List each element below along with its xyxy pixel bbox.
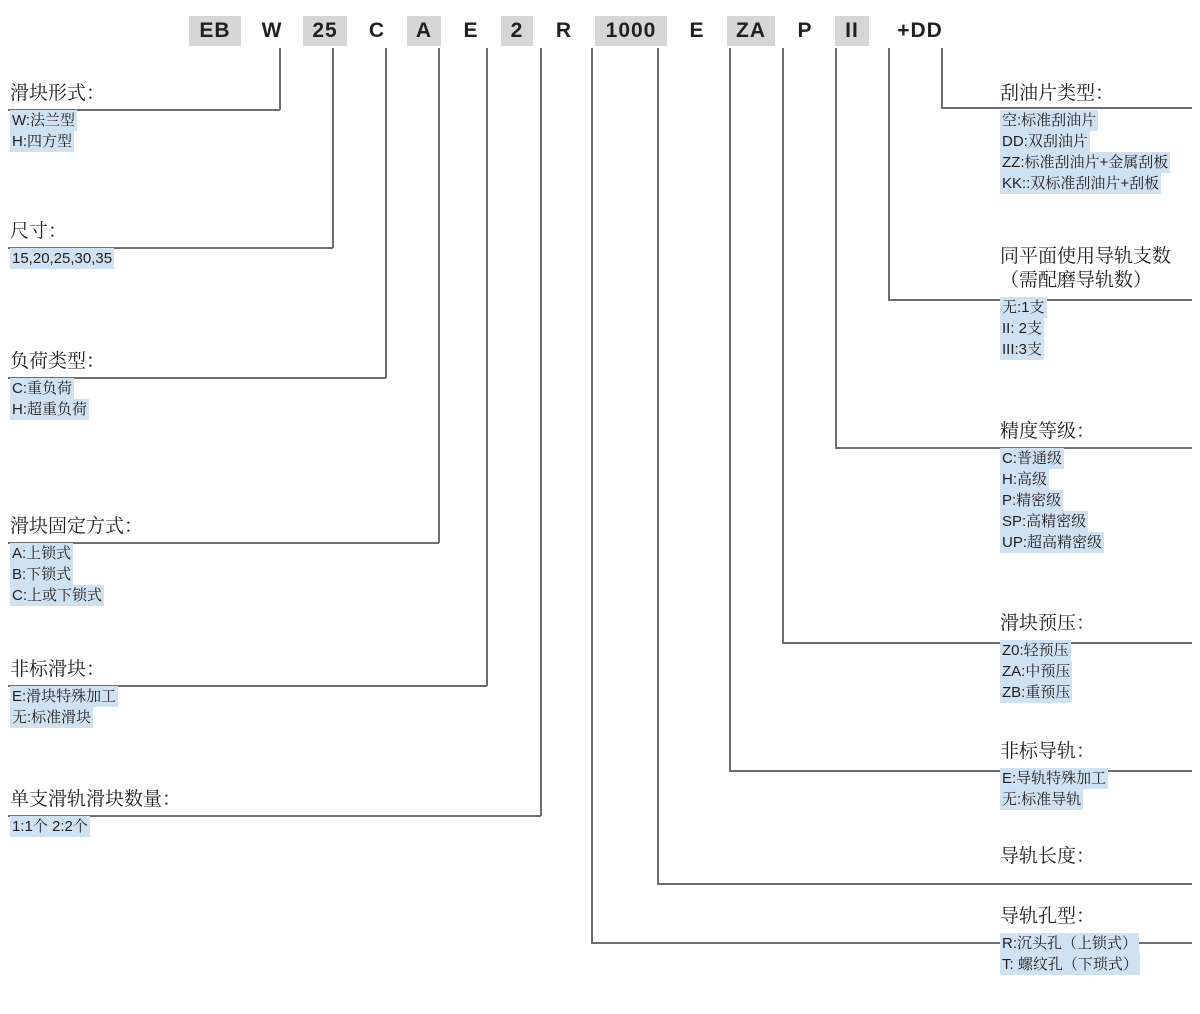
code-segment-c: C: [368, 19, 386, 42]
code-segment-eb: EB: [189, 16, 241, 46]
list-item: SP:高精密级: [1002, 513, 1087, 530]
list-item: III:3支: [1002, 341, 1043, 358]
group-slider-type-title: 滑块形式：: [10, 83, 106, 104]
code-segment-25: 25: [303, 16, 347, 46]
list-item: T: 螺纹孔（下琐式）: [1002, 956, 1138, 973]
list-item: C:重负荷: [12, 380, 73, 397]
leader-line-hole-type-v: [591, 48, 593, 943]
group-rail-hole-type: [1000, 905, 1140, 975]
code-segment-1000: 1000: [595, 16, 667, 46]
list-item: E:导轨特殊加工: [1002, 770, 1107, 787]
group-accuracy-grade-items: [1000, 448, 1104, 553]
group-rail-length: [1000, 845, 1095, 869]
list-item: B:下锁式: [12, 566, 72, 583]
group-nonstandard-rail: [1000, 740, 1108, 810]
list-item: 空:标准刮油片: [1002, 112, 1097, 129]
group-preload: [1000, 612, 1095, 703]
group-rail-count-title: 同平面使用导轨支数: [1000, 246, 1172, 267]
list-item: DD:双刮油片: [1002, 133, 1088, 150]
code-segment-a: A: [407, 16, 441, 46]
leader-line-preload-h: [782, 642, 1192, 644]
code-segment-2: 2: [501, 16, 533, 46]
group-wiper-type-title: 刮油片类型：: [1000, 83, 1115, 104]
code-segment-e: E: [463, 19, 479, 42]
group-fixing-method-items: [10, 543, 143, 606]
group-rail-hole-type-items: [1000, 933, 1140, 975]
list-item: ZA:中预压: [1002, 663, 1071, 680]
list-item: P:精密级: [1002, 492, 1062, 509]
list-item: H:超重负荷: [12, 401, 88, 418]
group-fixing-method: [10, 515, 143, 606]
group-rail-count-same-plane: [1000, 245, 1171, 360]
group-nonstandard-rail-title: 非标导轨：: [1000, 741, 1096, 762]
group-slider-count: [10, 788, 181, 837]
group-rail-count-subtitle: （需配磨导轨数）: [1000, 270, 1153, 291]
code-segment-za: ZA: [727, 16, 775, 46]
list-item: 无:1支: [1002, 299, 1045, 316]
group-load-type: [10, 350, 105, 420]
leader-line-preload-v: [782, 48, 784, 643]
list-item: H:高级: [1002, 471, 1048, 488]
list-item: 15,20,25,30,35: [12, 250, 113, 267]
group-size-title: 尺寸：: [10, 221, 68, 242]
leader-line-nonstd-rail-v: [729, 48, 731, 771]
list-item: C:上或下锁式: [12, 587, 103, 604]
code-segment-w: W: [261, 19, 283, 42]
group-fixing-method-title: 滑块固定方式：: [10, 516, 144, 537]
group-nonstandard-slider-title: 非标滑块：: [10, 659, 106, 680]
leader-line-rail-length-h: [657, 883, 1192, 885]
group-load-type-items: [10, 378, 105, 420]
group-load-type-title: 负荷类型：: [10, 351, 106, 372]
list-item: KK::双标准刮油片+刮板: [1002, 175, 1160, 192]
group-slider-count-items: [10, 816, 181, 837]
group-slider-count-title: 单支滑轨滑块数量：: [10, 789, 182, 810]
leader-line-slider-count-v: [540, 48, 542, 816]
group-size: [10, 220, 114, 269]
list-item: ZB:重预压: [1002, 684, 1071, 701]
leader-line-fixing-v: [438, 48, 440, 543]
group-wiper-type-items: [1000, 110, 1170, 194]
group-preload-items: [1000, 640, 1095, 703]
list-item: C:普通级: [1002, 450, 1063, 467]
leader-line-nonstd-slider-v: [486, 48, 488, 686]
list-item: H:四方型: [12, 133, 73, 150]
list-item: 无:标准滑块: [12, 709, 92, 726]
leader-line-accuracy-v: [835, 48, 837, 448]
list-item: II: 2支: [1002, 320, 1043, 337]
list-item: Z0:轻预压: [1002, 642, 1069, 659]
code-segment-p: P: [797, 19, 813, 42]
leader-line-slider-type-v: [279, 48, 281, 110]
group-nonstandard-slider: [10, 658, 118, 728]
group-wiper-type: [1000, 82, 1170, 194]
group-preload-title: 滑块预压：: [1000, 613, 1096, 634]
code-segment-dd: +DD: [897, 19, 943, 42]
leader-line-rail-count-v: [888, 48, 890, 300]
list-item: W:法兰型: [12, 112, 76, 129]
group-slider-type: [10, 82, 105, 152]
group-accuracy-grade-title: 精度等级：: [1000, 421, 1096, 442]
list-item: 无:标准导轨: [1002, 791, 1082, 808]
list-item: ZZ:标准刮油片+金属刮板: [1002, 154, 1169, 171]
group-nonstandard-slider-items: [10, 686, 118, 728]
group-nonstandard-rail-items: [1000, 768, 1108, 810]
group-rail-length-title: 导轨长度：: [1000, 846, 1096, 867]
group-rail-hole-type-title: 导轨孔型：: [1000, 906, 1096, 927]
group-rail-count-items: [1000, 297, 1171, 360]
leader-line-rail-length-v: [657, 48, 659, 884]
code-segment-e2: E: [689, 19, 705, 42]
leader-line-load-type-v: [385, 48, 387, 378]
leader-line-nonstd-rail-h: [729, 770, 1192, 772]
list-item: UP:超高精密级: [1002, 534, 1103, 551]
list-item: R:沉头孔（上锁式）: [1002, 935, 1138, 952]
group-accuracy-grade: [1000, 420, 1104, 553]
list-item: 1:1个 2:2个: [12, 818, 88, 835]
code-segment-ii: II: [835, 16, 869, 46]
list-item: A:上锁式: [12, 545, 72, 562]
leader-line-size-v: [332, 48, 334, 248]
leader-line-wiper-v: [941, 48, 943, 108]
list-item: E:滑块特殊加工: [12, 688, 117, 705]
code-segment-r: R: [555, 19, 573, 42]
group-size-items: [10, 248, 114, 269]
group-slider-type-items: [10, 110, 105, 152]
